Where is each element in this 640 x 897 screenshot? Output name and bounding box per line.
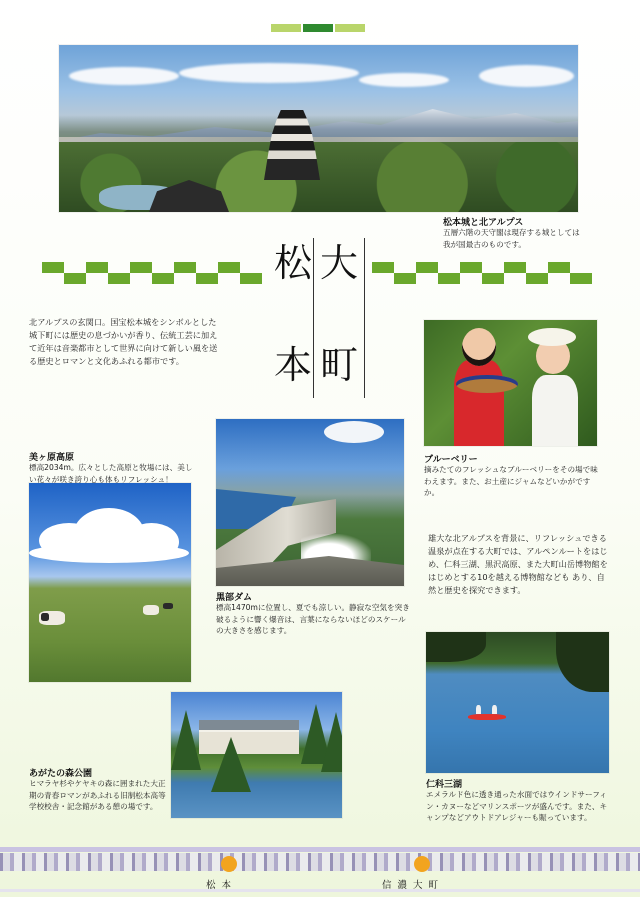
bottom-line	[0, 889, 640, 892]
station-dot-omachi	[414, 856, 430, 872]
top-accent-bar-left	[271, 24, 301, 32]
omachi-intro-text: 雄大な北アルプスを背景に、リフレッシュできる温泉が点在する大町では、アルペンルートをはじめ、仁科三湖、黒沢高原、また大町山岳博物館をはじめとする10を越える博物館なども あり、自然と歴史を探究できます。	[428, 533, 608, 595]
photo-kurobe-dam	[216, 419, 404, 586]
caption-title-blueberry: ブルーベリー	[424, 455, 478, 465]
checker-band-right	[372, 262, 597, 284]
train-strip	[0, 853, 640, 871]
caption-title-nishina: 仁科三湖	[426, 780, 463, 790]
station-dot-matsumoto	[221, 856, 237, 872]
caption-body-utsukushigahara: 標高2034m。広々とした高原と牧場には、美しい花々が咲き誇り心も体もリフレッシュ！	[29, 463, 193, 484]
caption-body-agata: ヒマラヤ杉やケヤキの森に囲まれた大正期の青春ロマンがあふれる旧制松本高等学校校舎・記念館がある憩の場です。	[29, 779, 166, 811]
train-roof	[0, 847, 640, 852]
checker-band-left	[42, 262, 267, 284]
title-char-matsu: 松	[274, 241, 313, 285]
caption-body-castle: 五層六階の天守閣は現存する城としては我が国最古のものです。	[443, 228, 580, 249]
photo-blueberry	[424, 320, 597, 446]
caption-body-nishina: エメラルド色に透き通った水面ではウインドサーフィン・カヌーなどマリンスポーツが盛んです。また、キャンプなどアウトドアレジャーも賑っています。	[426, 790, 608, 822]
caption-title-utsukushigahara: 美ヶ原高原	[29, 453, 75, 463]
title-char-machi: 町	[320, 343, 359, 387]
title-char-moto: 本	[274, 343, 313, 387]
caption-title-agata: あがたの森公園	[29, 769, 93, 779]
photo-agata-park	[171, 692, 342, 818]
caption-body-blueberry: 摘みたてのフレッシュなブルーベリーをその場で味わえます。また、お土産にジャムなどいかがですか。	[424, 465, 598, 497]
title-divider-right	[364, 238, 365, 398]
top-accent-bar-right	[335, 24, 365, 32]
caption-title-castle: 松本城と北アルプス	[443, 218, 524, 228]
title-char-dai: 大	[320, 241, 359, 285]
station-label-matsumoto: 松本	[206, 880, 238, 891]
photo-utsukushigahara	[29, 483, 191, 682]
caption-body-kurobe: 標高1470mに位置し、夏でも涼しい。静寂な空気を突き破るように響く爆音は、言葉にならないほどのスケールの大きさを感じます。	[216, 603, 410, 635]
caption-title-kurobe: 黒部ダム	[216, 593, 253, 603]
title-divider-left	[313, 238, 314, 398]
station-label-omachi: 信濃大町	[382, 880, 445, 891]
top-accent-bar-center	[303, 24, 333, 32]
photo-matsumoto-castle	[59, 45, 578, 212]
matsumoto-intro-text: 北アルプスの玄関口。国宝松本城をシンボルとした城下町には歴史の息づかいが香り、伝統工芸に加えて近年は音楽都市として世界に向けて新しい風を送る歴史とロマンと文化あふれる都市です。	[29, 317, 218, 366]
photo-nishina-lakes	[426, 632, 609, 773]
